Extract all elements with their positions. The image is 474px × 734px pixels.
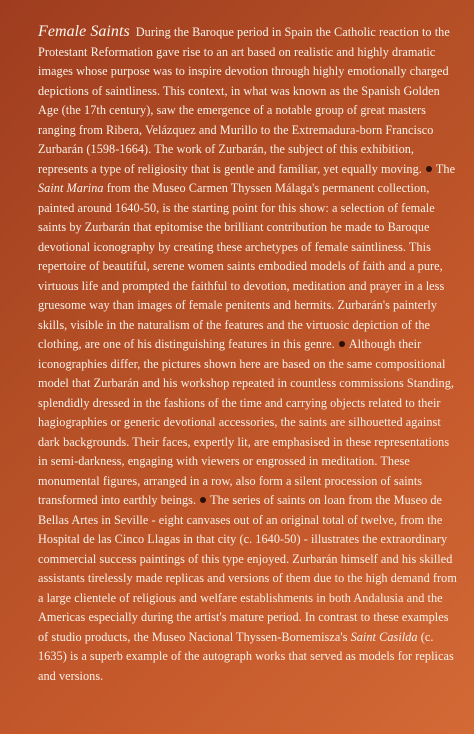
paragraph-2-start: The xyxy=(435,161,456,176)
artwork-title-saint-marina: Saint Marina xyxy=(38,181,104,195)
bullet-separator-icon xyxy=(426,166,432,172)
artwork-title-saint-casilda: Saint Casilda xyxy=(350,629,418,644)
paragraph-2-rest: from the Museo Carmen Thyssen Málaga's permanent collection, painted around 1640-50, is the starting point for this show: a selection of female saints by Zurbarán that epitomise the brilliant contribution he made to Baroque devotional iconography by creating these archetypes of female saintliness. This repertoire of beautiful, serene women saints embodied models of faith and a pure, virtuous life and prompted the faithful to devotion, meditation and prayer in a less gruesome way than images of female penitents and hermits. Zurbarán's painterly skills, visible in the naturalism of the features and the virtuosic depiction of the clothing, are one of his distinguishing features in this genre. xyxy=(38,181,445,351)
paragraph-4-rest: (c. 1635) is a superb example of the autograph works that served as models for replicas and versions. xyxy=(38,629,454,683)
paragraph-1: During the Baroque period in Spain the Catholic reaction to the Protestant Reformation gave rise to an art based on realistic and highly dramatic images whose purpose was to inspire devotion through highly emotionally charged depictions of saintliness. This context, in what was known as the Spanish Golden Age (the 17th century), saw the emergence of a notable group of great masters ranging from Ribera, Velázquez and Murillo to the Extremadura-born Francisco Zurbarán (1598-1664). The work of Zurbarán, the subject of this exhibition, represents a type of religiosity that is gentle and familiar, yet equally moving. xyxy=(38,25,450,176)
bullet-separator-icon xyxy=(200,497,206,503)
paragraph-3: Although their iconographies differ, the pictures shown here are based on the same compositional model that Zurbarán and his workshop repeated in countless commissions Standing, splendidly dressed in the fashions of the time and carrying objects related to their hagiographies or generic devotional accessories, the saints are silhouetted against dark backgrounds. Their faces, expertly lit, are emphasised in these representations in semi-darkness, engaging with viewers or engrossed in meditation. These monumental figures, arranged in a row, also form a silent procession of saints transformed into earthly beings. xyxy=(38,337,455,507)
main-paragraph xyxy=(38,22,458,686)
section-title: Female Saints xyxy=(38,23,130,40)
paragraph-4-start: The series of saints on loan from the Museo de Bellas Artes in Seville - eight canvases out of an original total of twelve, from the Hospital de las Cinco Llagas in that city (c. 1640-50) - illustrates the extraordinary commercial success paintings of this type enjoyed. Zurbarán himself and his skilled assistants tirelessly made replicas and versions of them due to the high demand from a large clientele of religious and welfare establishments in both Andalusia and the Americas especially during the artist's mature period. In contrast to these examples of studio products, the Museo Nacional Thyssen-Bornemisza's xyxy=(38,493,457,644)
document-body xyxy=(38,22,458,686)
bullet-separator-icon xyxy=(339,341,345,347)
